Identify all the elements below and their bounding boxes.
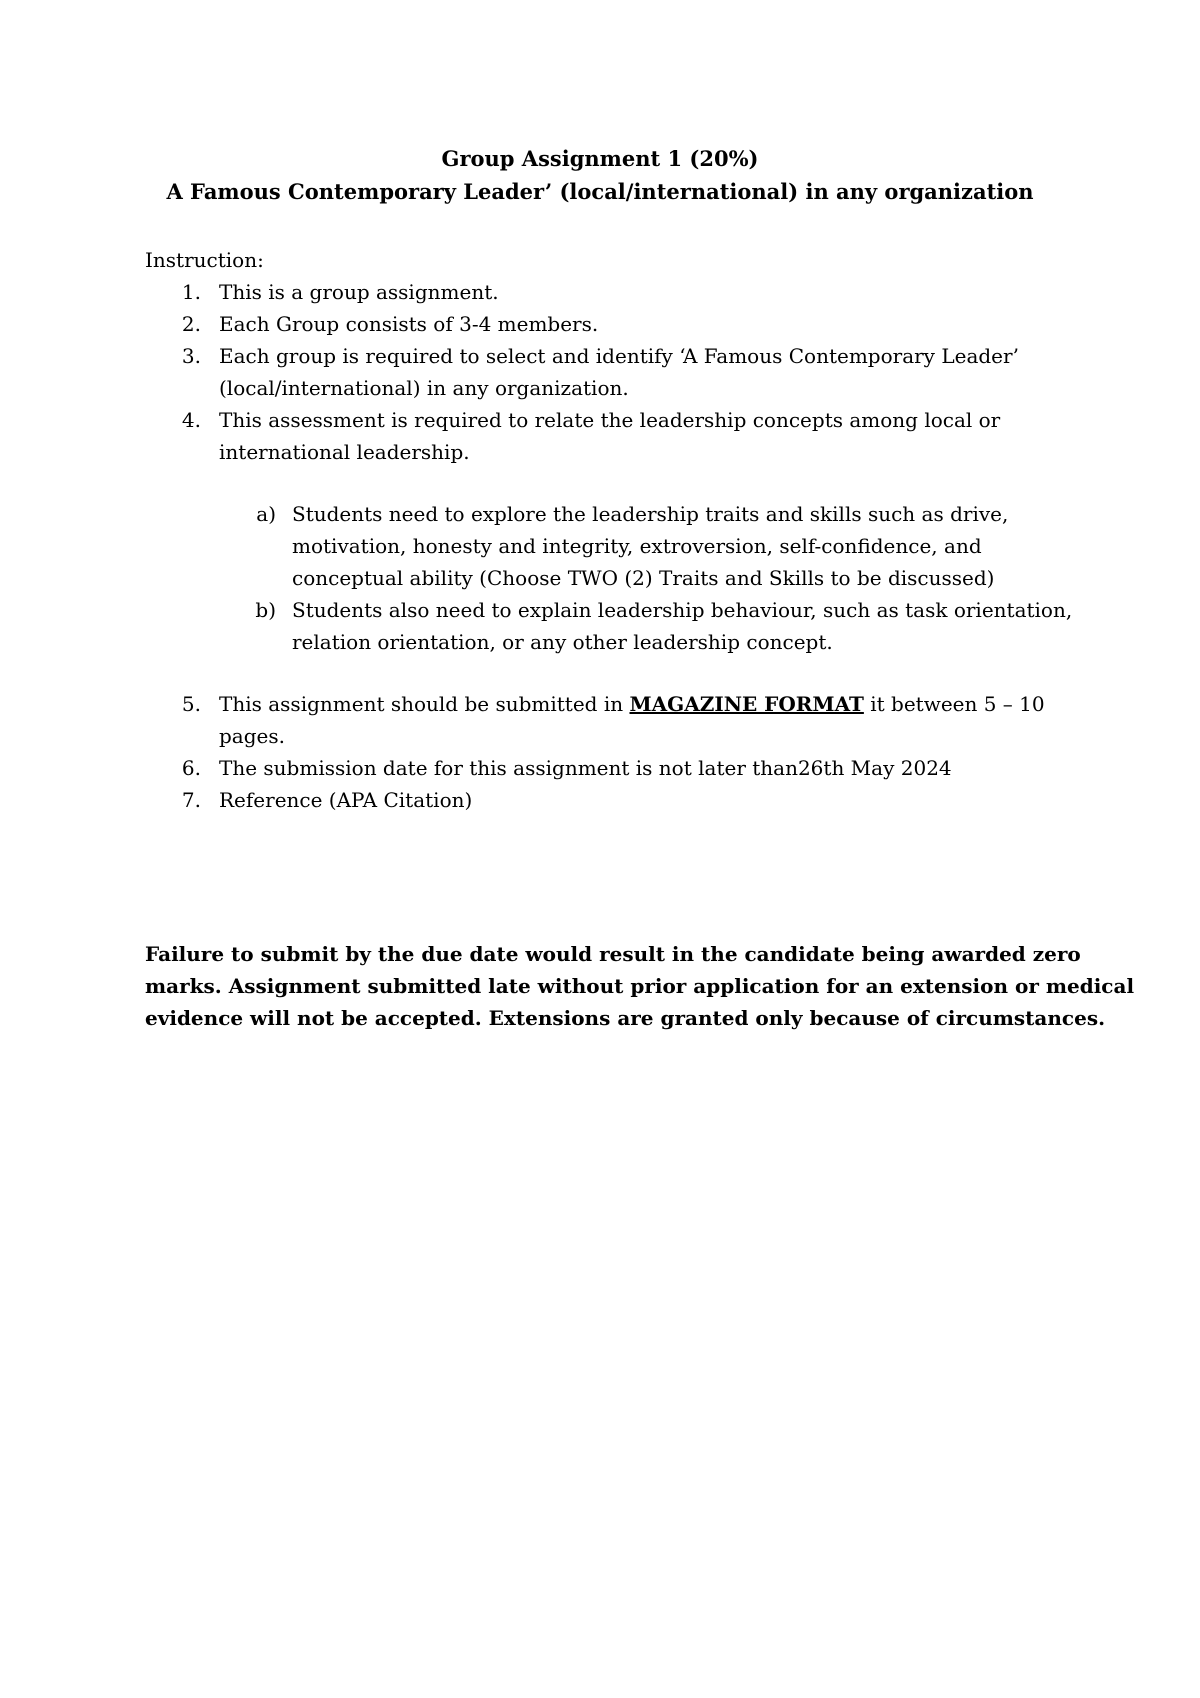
subitem-label: a) xyxy=(256,502,276,526)
subitem-text: Students also need to explain leadership behaviour, such as task orientation, xyxy=(292,598,1073,622)
warning-line: Failure to submit by the due date would result in the candidate being awarded zero xyxy=(145,942,1081,966)
warning-line: marks. Assignment submitted late without prior application for an extension or medical xyxy=(145,974,1135,998)
item-text: The submission date for this assignment is not later than26th May 2024 xyxy=(219,756,952,780)
item-number: 7. xyxy=(181,788,201,812)
item-number: 4. xyxy=(181,408,201,432)
magazine-format-emphasis: MAGAZINE FORMAT xyxy=(629,692,864,716)
warning-line: evidence will not be accepted. Extensions are granted only because of circumstances. xyxy=(145,1006,1106,1030)
item-number: 6. xyxy=(181,756,201,780)
subitem-text-continued: conceptual ability (Choose TWO (2) Traits and Skills to be discussed) xyxy=(292,566,995,590)
item-number: 2. xyxy=(181,312,201,336)
item-text: Each Group consists of 3-4 members. xyxy=(219,312,599,336)
item-text-continued: pages. xyxy=(219,724,285,748)
late-submission-warning xyxy=(145,938,1135,1034)
assignment-title: Group Assignment 1 (20%) xyxy=(441,146,759,171)
item-text xyxy=(219,688,1045,720)
subitem-label: b) xyxy=(255,598,276,622)
item-text: Each group is required to select and identify ‘A Famous Contemporary Leader’ xyxy=(219,344,1019,368)
item-number: 1. xyxy=(181,280,201,304)
item-text-part: This assignment should be submitted in xyxy=(219,692,630,716)
item-text: This is a group assignment. xyxy=(219,280,499,304)
subitem-text-continued: relation orientation, or any other leadership concept. xyxy=(292,630,833,654)
subitem-text-continued: motivation, honesty and integrity, extroversion, self-confidence, and xyxy=(292,534,982,558)
item-text-continued: (local/international) in any organization. xyxy=(219,376,629,400)
item-text-continued: international leadership. xyxy=(219,440,470,464)
instruction-heading: Instruction: xyxy=(145,248,264,272)
item-text: Reference (APA Citation) xyxy=(219,788,473,812)
assignment-subtitle: A Famous Contemporary Leader’ (local/international) in any organization xyxy=(166,179,1034,204)
item-text-part: it between 5 – 10 xyxy=(863,692,1045,716)
item-number: 3. xyxy=(181,344,201,368)
item-text: This assessment is required to relate the leadership concepts among local or xyxy=(219,408,1001,432)
subitem-text: Students need to explore the leadership traits and skills such as drive, xyxy=(292,502,1009,526)
item-number: 5. xyxy=(181,692,201,716)
